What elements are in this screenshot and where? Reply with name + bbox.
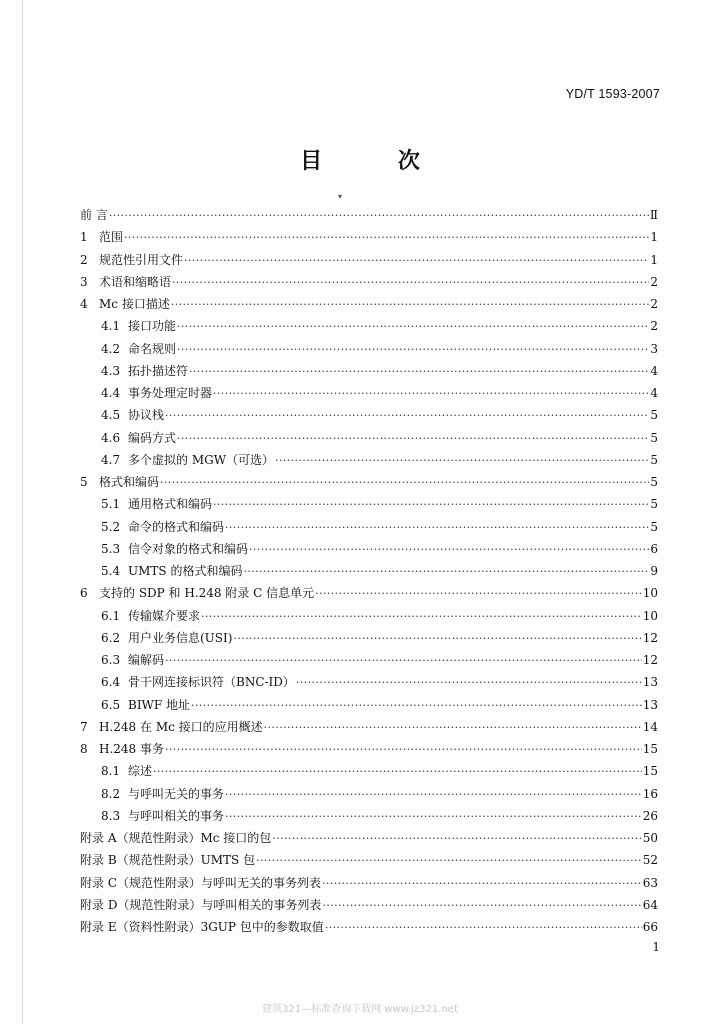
toc-dot-leader [315, 583, 642, 605]
toc-entry-page: 4 [650, 363, 658, 378]
toc-entry[interactable] [80, 627, 658, 649]
toc-entry-number: 3 [80, 274, 88, 289]
toc-entry-number: 1 [80, 230, 88, 245]
toc-entry-title: H.248 在 Mc 接口的应用概述 [99, 719, 263, 734]
toc-entry-title: 与呼叫相关的事务 [128, 808, 225, 823]
toc-entry-title: 编解码 [128, 653, 165, 667]
page-number: 1 [652, 940, 660, 954]
toc-entry-page: 13 [642, 675, 658, 690]
toc-entry[interactable] [80, 493, 658, 515]
toc-entry-title: 传输媒介要求 [128, 608, 201, 623]
toc-entry[interactable] [80, 404, 658, 426]
toc-entry-number: 2 [80, 252, 88, 267]
toc-entry-number: 8 [80, 742, 88, 756]
toc-entry-title: 事务处理定时器 [128, 386, 213, 400]
toc-entry-title: 支持的 SDP 和 H.248 附录 C 信息单元 [99, 586, 315, 601]
toc-entry-title: 编码方式 [128, 430, 177, 445]
toc-entry[interactable] [80, 827, 658, 849]
toc-entry[interactable] [80, 338, 658, 360]
toc-entry-number: 6.1 [101, 608, 121, 623]
toc-entry-number: 5.1 [101, 497, 121, 512]
toc-entry-title: 附录 C（规范性附录）与呼叫无关的事务列表 [80, 875, 321, 890]
toc-entry-page: 16 [642, 786, 658, 801]
toc-entry-title: 多个虚拟的 MGW（可选） [128, 452, 275, 467]
toc-dot-leader [272, 828, 641, 850]
toc-entry-page: 5 [650, 452, 658, 467]
toc-entry[interactable] [80, 360, 658, 382]
toc-entry-number: 4.5 [101, 408, 121, 423]
toc-entry[interactable] [80, 805, 658, 827]
toc-entry-page: 6 [650, 541, 658, 556]
toc-entry-title: Mc 接口描述 [99, 297, 170, 311]
toc-entry[interactable] [80, 716, 658, 738]
toc-entry-number: 7 [80, 719, 88, 734]
watermark: 建筑321—标准查询下载网 www.jz321.net [262, 1004, 458, 1015]
toc-entry-page: 64 [642, 897, 658, 912]
toc-dot-leader [322, 895, 641, 917]
toc-entry-page: 26 [642, 808, 658, 823]
toc-entry-title: 协议栈 [128, 408, 165, 423]
toc-entry[interactable] [80, 849, 658, 871]
toc-entry[interactable] [80, 249, 658, 271]
toc-dot-leader [256, 850, 642, 872]
toc-dot-leader [225, 517, 649, 539]
toc-entry-number: 8.1 [101, 764, 121, 779]
toc-dot-leader [171, 294, 650, 316]
toc-entry-page: 50 [642, 831, 658, 845]
toc-entry-page: 4 [650, 386, 658, 400]
toc-entry-page: 3 [650, 341, 658, 356]
toc-dot-leader [177, 428, 649, 450]
toc-entry-title: 附录 B（规范性附录）UMTS 包 [80, 853, 256, 868]
toc-entry-page: 9 [650, 564, 658, 578]
toc-entry[interactable] [80, 783, 658, 805]
toc-entry[interactable] [80, 916, 658, 938]
toc-entry-number: 8.3 [101, 808, 121, 823]
toc-dot-leader [160, 472, 649, 494]
scan-speck: ▾ [338, 192, 343, 201]
toc-entry[interactable] [80, 293, 658, 315]
toc-entry-page: 52 [642, 853, 658, 868]
toc-entry[interactable] [80, 315, 658, 337]
toc-dot-leader [275, 450, 649, 472]
toc-entry-page: 15 [642, 742, 658, 756]
toc-entry-number: 4.2 [101, 341, 121, 356]
toc-dot-leader [109, 205, 649, 227]
document-code: YD/T 1593-2007 [565, 87, 660, 101]
toc-entry-number: 4 [80, 297, 88, 311]
toc-dot-leader [184, 250, 649, 272]
toc-entry-page: Ⅱ [649, 208, 658, 222]
toc-dot-leader [243, 561, 649, 583]
toc-entry-page: 2 [650, 319, 658, 334]
toc-entry-number: 6 [80, 586, 88, 601]
toc-entry-page: 63 [642, 875, 658, 890]
toc-entry-title: 拓扑描述符 [128, 363, 189, 378]
toc-dot-leader [249, 539, 649, 561]
toc-entry-page: 10 [642, 586, 658, 601]
toc-entry-title: 综述 [128, 764, 153, 779]
toc-entry-title: 接口功能 [128, 319, 177, 334]
toc-dot-leader [225, 806, 642, 828]
toc-dot-leader [153, 761, 642, 783]
toc-dot-leader [165, 739, 642, 761]
toc-entry[interactable] [80, 894, 658, 916]
toc-entry[interactable] [80, 671, 658, 693]
toc-entry-title: 格式和编码 [99, 475, 160, 489]
toc-entry[interactable] [80, 872, 658, 894]
toc-entry[interactable] [80, 694, 658, 716]
toc-dot-leader [165, 650, 642, 672]
toc-entry[interactable] [80, 760, 658, 782]
toc-entry-page: 5 [650, 475, 658, 489]
toc-entry-number: 5 [80, 475, 88, 489]
toc-dot-leader [264, 717, 642, 739]
toc-entry-title: 附录 D（规范性附录）与呼叫相关的事务列表 [80, 897, 322, 912]
toc-dot-leader [177, 316, 649, 338]
toc-entry-number: 5.4 [101, 564, 121, 578]
toc-entry-page: 13 [642, 697, 658, 712]
toc-entry-page: 1 [650, 252, 658, 267]
toc-entry-title: 与呼叫无关的事务 [128, 786, 225, 801]
toc-dot-leader [213, 494, 649, 516]
toc-entry-title: 附录 E（资料性附录）3GUP 包中的参数取值 [80, 920, 324, 934]
toc-dot-leader [213, 383, 649, 405]
toc-entry-title: 用户业务信息(USI) [128, 630, 233, 645]
toc-entry-title: 通用格式和编码 [128, 497, 213, 512]
toc-entry-title: 骨干网连接标识符（BNC-ID） [128, 675, 295, 690]
toc-entry-title: 信令对象的格式和编码 [128, 541, 249, 556]
toc-entry-page: 66 [642, 920, 658, 934]
toc-dot-leader [225, 784, 642, 806]
toc-entry-title: UMTS 的格式和编码 [128, 564, 243, 578]
toc-dot-leader [233, 628, 641, 650]
toc-entry-page: 5 [650, 430, 658, 445]
toc-entry-number: 6.3 [101, 653, 121, 667]
toc-dot-leader [172, 272, 649, 294]
toc-entry[interactable] [80, 226, 658, 248]
toc-entry-page: 14 [642, 719, 658, 734]
toc-entry-page: 12 [642, 653, 658, 667]
table-of-contents [80, 204, 658, 938]
toc-dot-leader [124, 227, 649, 249]
toc-entry-number: 6.4 [101, 675, 121, 690]
toc-dot-leader [189, 361, 649, 383]
toc-entry-title: 附录 A（规范性附录）Mc 接口的包 [80, 831, 272, 845]
toc-entry-title: 命名规则 [128, 341, 177, 356]
toc-entry-number: 8.2 [101, 786, 121, 801]
toc-entry-number: 5.3 [101, 541, 121, 556]
toc-dot-leader [201, 606, 642, 628]
toc-entry-number: 6.2 [101, 630, 121, 645]
toc-entry-page: 12 [642, 630, 658, 645]
toc-entry[interactable] [80, 605, 658, 627]
toc-entry-title: 前 言 [80, 208, 108, 222]
toc-entry[interactable] [80, 538, 658, 560]
toc-entry-page: 2 [650, 274, 658, 289]
toc-entry-page: 10 [642, 608, 658, 623]
toc-entry[interactable] [80, 516, 658, 538]
toc-dot-leader [325, 917, 642, 939]
toc-entry-title: 术语和缩略语 [99, 274, 172, 289]
toc-entry[interactable] [80, 204, 658, 226]
toc-entry-number: 4.7 [101, 452, 121, 467]
toc-entry-title: 范围 [99, 230, 124, 245]
toc-entry-title: BIWF 地址 [128, 697, 191, 712]
page-title: 目 次 [300, 149, 454, 174]
toc-dot-leader [177, 339, 649, 361]
toc-dot-leader [296, 672, 642, 694]
toc-entry-page: 15 [642, 764, 658, 779]
toc-entry-page: 2 [650, 297, 658, 311]
toc-entry-number: 4.3 [101, 363, 121, 378]
toc-entry-page: 5 [650, 519, 658, 534]
toc-entry-page: 5 [650, 497, 658, 512]
toc-entry[interactable] [80, 449, 658, 471]
toc-entry-title: 命令的格式和编码 [128, 519, 225, 534]
toc-entry[interactable] [80, 382, 658, 404]
toc-entry-page: 1 [650, 230, 658, 245]
toc-entry-number: 4.4 [101, 386, 121, 400]
toc-entry[interactable] [80, 471, 658, 493]
toc-entry-page: 5 [650, 408, 658, 423]
toc-entry[interactable] [80, 582, 658, 604]
toc-dot-leader [322, 873, 642, 895]
toc-entry-number: 5.2 [101, 519, 121, 534]
toc-entry[interactable] [80, 271, 658, 293]
toc-entry-number: 4.6 [101, 430, 121, 445]
toc-entry-title: H.248 事务 [99, 742, 164, 756]
toc-entry-number: 4.1 [101, 319, 121, 334]
toc-dot-leader [165, 405, 649, 427]
toc-entry[interactable] [80, 738, 658, 760]
toc-entry-title: 规范性引用文件 [99, 252, 184, 267]
toc-entry[interactable] [80, 427, 658, 449]
toc-entry[interactable] [80, 560, 658, 582]
toc-dot-leader [191, 695, 642, 717]
toc-entry[interactable] [80, 649, 658, 671]
toc-entry-number: 6.5 [101, 697, 121, 712]
